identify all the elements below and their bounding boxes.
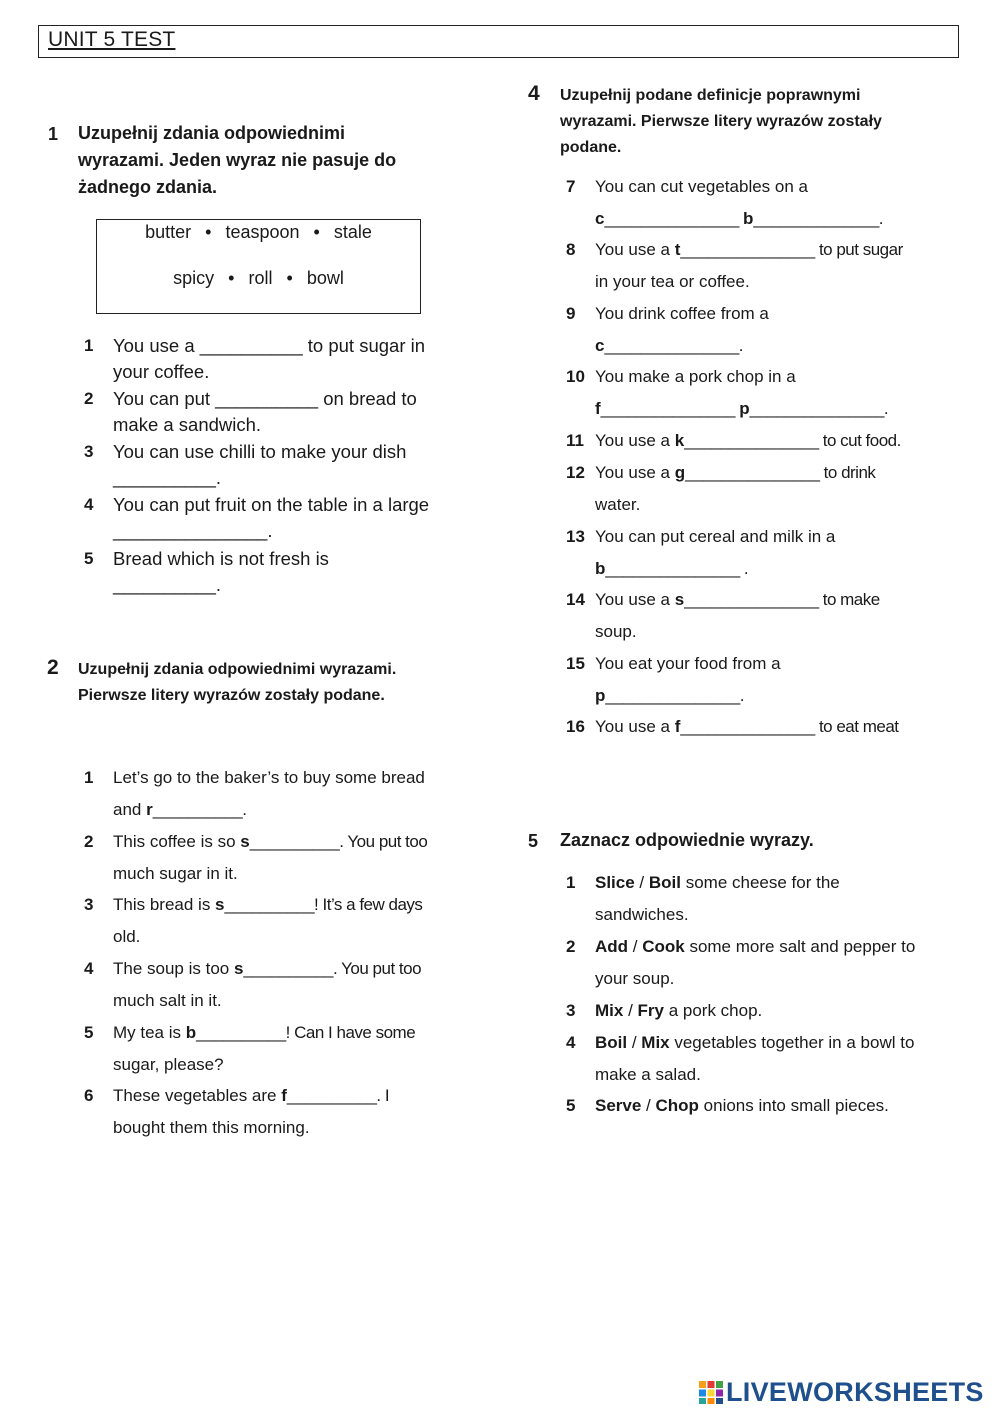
item-text: The soup is too xyxy=(113,959,234,978)
section-5-instruction: Zaznacz odpowiednie wyrazy. xyxy=(560,830,814,850)
answer-blank: _______________. xyxy=(604,336,744,355)
list-item xyxy=(84,386,484,439)
instruction-line: żadnego zdania. xyxy=(78,177,218,197)
list-item xyxy=(566,931,986,995)
answer-blank: _______________ to eat meat xyxy=(680,717,899,736)
first-letter: b xyxy=(743,209,754,228)
item-text: sugar, please? xyxy=(113,1055,224,1074)
first-letter: f xyxy=(281,1086,287,1105)
item-text: much salt in it. xyxy=(113,991,222,1010)
word-bank-word: bowl xyxy=(306,268,344,288)
answer-blank: __________. xyxy=(152,800,247,819)
item-text: some more salt and pepper to xyxy=(684,937,916,956)
list-item xyxy=(566,298,986,361)
item-text: and xyxy=(113,800,147,819)
option-word[interactable]: Add xyxy=(595,937,629,956)
item-text: You eat your food from a xyxy=(595,654,781,673)
first-letter: s xyxy=(240,832,250,851)
option-word[interactable]: Boil xyxy=(595,1033,628,1052)
item-text: make a sandwich. xyxy=(113,414,262,435)
list-item xyxy=(566,648,986,711)
answer-blank: _______________ . xyxy=(605,559,749,578)
item-text: You use a xyxy=(595,431,675,450)
item-text: Bread which is not fresh is xyxy=(113,548,329,569)
item-text: your coffee. xyxy=(113,361,210,382)
first-letter: s xyxy=(674,590,685,609)
section-2-instruction xyxy=(78,657,498,709)
list-item xyxy=(84,333,484,386)
answer-blank: _______________ xyxy=(604,209,744,228)
item-number: 3 xyxy=(566,1001,576,1020)
list-item xyxy=(566,457,986,521)
item-number: 10 xyxy=(566,367,585,386)
word-bank-word: roll xyxy=(248,268,273,288)
item-number: 4 xyxy=(84,959,94,978)
section-4-instruction xyxy=(560,83,980,161)
answer-blank: __________. I xyxy=(286,1086,390,1105)
first-letter: g xyxy=(674,463,686,482)
item-number: 4 xyxy=(84,495,94,514)
section-4-items xyxy=(566,171,986,743)
item-text: water. xyxy=(595,495,641,514)
item-text: some cheese for the xyxy=(680,873,840,892)
section-1-items xyxy=(84,333,484,599)
slash-separator: / xyxy=(628,937,643,956)
answer-blank: _______________ to cut food. xyxy=(684,431,901,450)
list-item xyxy=(566,234,986,298)
item-text: This bread is xyxy=(113,895,216,914)
section-2-items xyxy=(84,762,504,1144)
list-item xyxy=(84,492,484,546)
first-letter: c xyxy=(595,336,605,355)
item-text: You can use chilli to make your dish xyxy=(113,441,407,462)
item-text: You drink coffee from a xyxy=(595,304,769,323)
list-item xyxy=(566,1027,986,1090)
section-5-number: 5 xyxy=(528,831,539,851)
item-text: You use a xyxy=(595,590,675,609)
item-text: your soup. xyxy=(595,969,675,988)
answer-blank: _______________. xyxy=(605,686,744,705)
answer-blank: __________. You put too xyxy=(243,959,422,978)
list-item xyxy=(84,1017,504,1080)
item-number: 5 xyxy=(566,1096,576,1115)
first-letter: r xyxy=(146,800,153,819)
item-text: old. xyxy=(113,927,141,946)
item-number: 14 xyxy=(566,590,585,609)
page-title: UNIT 5 TEST xyxy=(48,28,176,51)
item-number: 12 xyxy=(566,463,585,482)
answer-blank: _______________ to put sugar xyxy=(680,240,903,259)
item-number: 3 xyxy=(84,442,94,461)
instruction-line: wyrazami. Jeden wyraz nie pasuje do xyxy=(78,150,397,170)
list-item xyxy=(84,762,504,826)
section-5-items xyxy=(566,867,986,1122)
item-number: 11 xyxy=(566,431,584,450)
instruction-line: wyrazami. Pierwsze litery wyrazów zostały xyxy=(560,113,882,130)
logo-icon xyxy=(698,1379,724,1405)
first-letter: p xyxy=(739,399,750,418)
item-number: 2 xyxy=(566,937,576,956)
first-letter: p xyxy=(595,686,606,705)
item-text: bought them this morning. xyxy=(113,1118,310,1137)
word-bank-row xyxy=(97,268,420,289)
item-number: 15 xyxy=(566,654,585,673)
item-number: 1 xyxy=(84,336,94,355)
item-number: 3 xyxy=(84,895,94,914)
item-text: You can cut vegetables on a xyxy=(595,177,808,196)
item-text: __________. xyxy=(113,467,222,488)
list-item xyxy=(566,584,986,648)
list-item xyxy=(566,1090,986,1122)
instruction-line: Uzupełnij zdania odpowiednimi wyrazami. xyxy=(78,661,397,678)
section-2-number: 2 xyxy=(47,656,59,679)
item-text: You can put cereal and milk in a xyxy=(595,527,836,546)
item-text: vegetables together in a bowl to xyxy=(669,1033,915,1052)
first-letter: s xyxy=(233,959,244,978)
item-number: 2 xyxy=(84,832,94,851)
list-item xyxy=(84,889,504,953)
item-text: You use a __________ to put sugar in xyxy=(113,335,426,356)
instruction-line: Uzupełnij podane definicje poprawnymi xyxy=(560,87,861,104)
list-item xyxy=(566,867,986,931)
first-letter: f xyxy=(674,717,681,736)
word-bank-word: stale xyxy=(333,222,372,242)
answer-blank: _______________ to make xyxy=(684,590,880,609)
word-bank-word: spicy xyxy=(173,268,215,288)
list-item xyxy=(84,826,504,889)
first-letter: b xyxy=(595,559,606,578)
item-text: _______________. xyxy=(113,520,273,541)
list-item xyxy=(84,546,484,599)
option-word[interactable]: Serve xyxy=(595,1096,642,1115)
item-text: You make a pork chop in a xyxy=(595,367,796,386)
bullet-separator: • xyxy=(286,268,293,288)
item-text: You use a xyxy=(595,240,675,259)
item-text: much sugar in it. xyxy=(113,864,238,883)
option-word[interactable]: Mix xyxy=(595,1001,624,1020)
item-text: You can put __________ on bread to xyxy=(113,388,417,409)
logo-text: LIVEWORKSHEETS xyxy=(726,1376,984,1407)
instruction-line: podane. xyxy=(560,139,622,156)
list-item xyxy=(566,425,986,457)
instruction-line: Pierwsze litery wyrazów zostały podane. xyxy=(78,687,385,704)
item-number: 13 xyxy=(566,527,585,546)
item-number: 2 xyxy=(84,389,94,408)
option-word[interactable]: Boil xyxy=(648,873,681,892)
item-text: in your tea or coffee. xyxy=(595,272,750,291)
answer-blank: _______________ to drink xyxy=(685,463,876,482)
item-number: 1 xyxy=(566,873,576,892)
list-item xyxy=(566,711,986,743)
list-item xyxy=(566,995,986,1027)
answer-blank: ______________. xyxy=(753,209,883,228)
first-letter: t xyxy=(674,240,681,259)
first-letter: b xyxy=(185,1023,197,1042)
section-4-number: 4 xyxy=(528,82,540,105)
instruction-line: Uzupełnij zdania odpowiednimi xyxy=(78,123,346,143)
option-word[interactable]: Chop xyxy=(655,1096,699,1115)
item-number: 6 xyxy=(84,1086,94,1105)
item-text: make a salad. xyxy=(595,1065,701,1084)
item-number: 16 xyxy=(566,717,585,736)
liveworksheets-logo[interactable] xyxy=(698,1376,984,1408)
item-number: 9 xyxy=(566,304,576,323)
slash-separator: / xyxy=(641,1096,656,1115)
bullet-separator: • xyxy=(313,222,320,242)
bullet-separator: • xyxy=(228,268,235,288)
item-number: 5 xyxy=(84,549,94,568)
item-text: a pork chop. xyxy=(663,1001,763,1020)
first-letter: k xyxy=(674,431,685,450)
list-item xyxy=(84,439,484,492)
item-number: 8 xyxy=(566,240,576,259)
item-text: My tea is xyxy=(113,1023,186,1042)
item-text: This coffee is so xyxy=(113,832,241,851)
first-letter: s xyxy=(215,895,225,914)
slash-separator: / xyxy=(623,1001,638,1020)
item-number: 4 xyxy=(566,1033,576,1052)
item-number: 5 xyxy=(84,1023,94,1042)
answer-blank: __________! Can I have some xyxy=(196,1023,416,1042)
item-text: onions into small pieces. xyxy=(698,1096,889,1115)
option-word[interactable]: Mix xyxy=(641,1033,670,1052)
item-text: You use a xyxy=(595,717,675,736)
answer-blank: _______________ xyxy=(600,399,740,418)
item-text: Let’s go to the baker’s to buy some bread xyxy=(113,768,425,787)
answer-blank: __________! It’s a few days xyxy=(224,895,423,914)
option-word[interactable]: Fry xyxy=(637,1001,664,1020)
item-text: You use a xyxy=(595,463,675,482)
slash-separator: / xyxy=(627,1033,642,1052)
word-bank-word: teaspoon xyxy=(225,222,300,242)
title-box xyxy=(38,25,959,58)
list-item xyxy=(566,521,986,584)
answer-blank: _______________. xyxy=(749,399,889,418)
item-text: These vegetables are xyxy=(113,1086,282,1105)
item-text: You can put fruit on the table in a large xyxy=(113,494,430,515)
answer-blank: __________. You put too xyxy=(249,832,428,851)
list-item xyxy=(84,953,504,1017)
word-bank-row xyxy=(97,222,420,243)
first-letter: f xyxy=(595,399,601,418)
item-number: 7 xyxy=(566,177,576,196)
item-text: soup. xyxy=(595,622,637,641)
word-bank xyxy=(96,219,421,314)
list-item xyxy=(84,1080,504,1144)
option-word[interactable]: Slice xyxy=(595,873,635,892)
list-item xyxy=(566,171,986,234)
section-1-instruction xyxy=(78,120,478,201)
first-letter: c xyxy=(595,209,605,228)
item-text: sandwiches. xyxy=(595,905,689,924)
slash-separator: / xyxy=(634,873,649,892)
bullet-separator: • xyxy=(205,222,212,242)
item-number: 1 xyxy=(84,768,94,787)
word-bank-word: butter xyxy=(145,222,192,242)
section-1-number: 1 xyxy=(48,124,59,144)
list-item xyxy=(566,361,986,425)
item-text: __________. xyxy=(113,574,222,595)
option-word[interactable]: Cook xyxy=(642,937,685,956)
